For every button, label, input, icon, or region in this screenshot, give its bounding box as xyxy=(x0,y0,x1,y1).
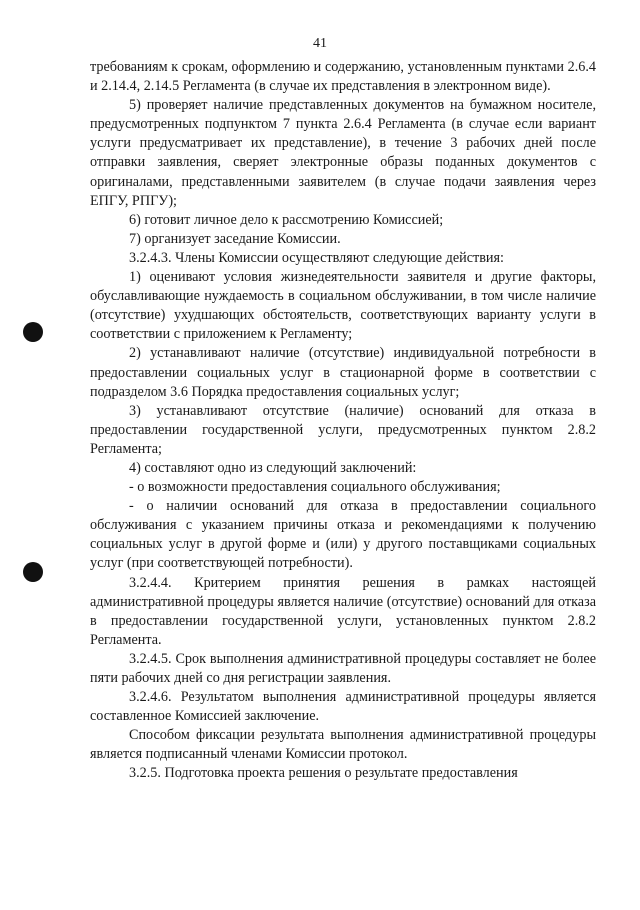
paragraph-fixation-method: Способом фиксации результата выполнения административной процедуры является подписанный членами Комиссии протокол. xyxy=(90,727,596,763)
binder-hole-top xyxy=(23,322,43,342)
paragraph-continuation: требованиям к срокам, оформлению и содержанию, установленным пунктами 2.6.4 и 2.14.4, 2.14.5 Регламента (в случае их представления в электронном виде). xyxy=(90,59,596,95)
paragraph-section-3-2-5: 3.2.5. Подготовка проекта решения о результате предоставления xyxy=(129,765,518,782)
paragraph-section-3-2-4-5: 3.2.4.5. Срок выполнения административной процедуры составляет не более пяти рабочих дней со дня регистрации заявления. xyxy=(90,650,596,686)
binder-hole-bottom xyxy=(23,562,43,582)
paragraph-conclusion-refusal: - о наличии оснований для отказа в предоставлении социального обслуживания с указанием причины отказа и рекомендациями к получению социальных услуг в другой форме и (или) у другого поставщиками социальных услуг (при соответствующей потребности). xyxy=(90,498,596,572)
paragraph-section-3-2-4-6: 3.2.4.6. Результатом выполнения административной процедуры является составленное Комиссией заключение. xyxy=(90,689,596,725)
page-number: 41 xyxy=(313,36,327,51)
paragraph-item-6: 6) готовит личное дело к рассмотрению Комиссией; xyxy=(129,211,444,228)
paragraph-action-3: 3) устанавливают отсутствие (наличие) оснований для отказа в предоставлении государственной услуги, предусмотренных пунктом 2.8.2 Регламента; xyxy=(90,402,596,457)
document-body xyxy=(90,58,596,784)
paragraph-section-3-2-4-3: 3.2.4.3. Члены Комиссии осуществляют следующие действия: xyxy=(129,249,504,266)
paragraph-conclusion-possible: - о возможности предоставления социального обслуживания; xyxy=(129,479,501,496)
paragraph-action-1: 1) оценивают условия жизнедеятельности заявителя и другие факторы, обуславливающие нуждаемость в социальном обслуживании, в том числе наличие (отсутствие) ухудшающих обстоятельств, соответствующих варианту услуги в соответствии с приложением к Регламенту; xyxy=(90,269,596,343)
paragraph-action-2: 2) устанавливают наличие (отсутствие) индивидуальной потребности в предоставлении социальных услуг в стационарной форме в соответствии с подразделом 3.6 Порядка предоставления социальных услуг; xyxy=(90,345,596,400)
paragraph-action-4: 4) составляют одно из следующий заключений: xyxy=(129,459,417,476)
paragraph-section-3-2-4-4: 3.2.4.4. Критерием принятия решения в рамках настоящей административной процедуры является наличие (отсутствие) оснований для отказа в предоставлении государственной услуги, установленных пунктом 2.8.2 Регламента. xyxy=(90,574,596,648)
paragraph-item-7: 7) организует заседание Комиссии. xyxy=(129,230,341,247)
paragraph-item-5: 5) проверяет наличие представленных документов на бумажном носителе, предусмотренных подпунктом 7 пункта 2.6.4 Регламента (в случае если вариант услуги предусматривает их представление), в течение 3 рабочих дней после отправки заявления, сверяет электронные образы поданных документов с оригиналами, представленными заявителем (в случае подачи заявления через ЕПГУ, РПГУ); xyxy=(90,97,596,209)
